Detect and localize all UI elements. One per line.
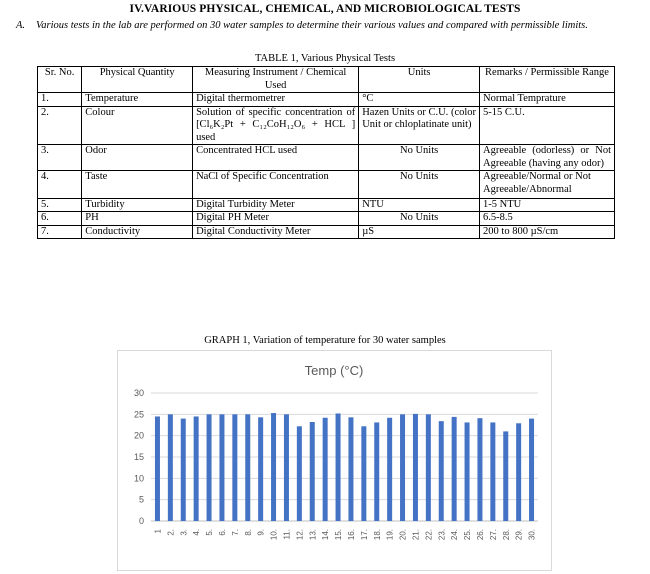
x-tick-label: 15. <box>334 529 344 541</box>
section-heading: IV.VARIOUS PHYSICAL, CHEMICAL, AND MICROBIOLOGICAL TESTS <box>129 3 521 15</box>
cell-units: Hazen Units or C.U. (color Unit or chloplatinate unit) <box>359 106 480 145</box>
cell-sr: 1. <box>38 93 82 107</box>
cell-quantity: Turbidity <box>82 198 193 212</box>
bar-sample-13 <box>310 422 315 521</box>
x-tick-label: 1 <box>153 529 163 534</box>
cell-remarks: 200 to 800 µS/cm <box>480 225 615 239</box>
table-row <box>38 198 615 212</box>
bar-sample-18 <box>374 422 379 521</box>
x-tick-label: 11. <box>282 529 292 540</box>
cell-sr: 4. <box>38 171 82 199</box>
graph-caption: GRAPH 1, Variation of temperature for 30 water samples <box>204 335 446 346</box>
x-tick-label: 25. <box>463 529 473 541</box>
bar-sample-5 <box>207 414 212 521</box>
table-row <box>38 212 615 226</box>
x-tick-label: 12. <box>295 529 305 541</box>
intro-text: Various tests in the lab are performed on 30 water samples to determine their various values and compared with permissible limits. <box>36 20 588 31</box>
header-measuring-instrument: Measuring Instrument / Chemical Used <box>193 67 359 93</box>
cell-units: °C <box>359 93 480 107</box>
cell-sr: 3. <box>38 145 82 171</box>
bar-sample-8 <box>245 414 250 521</box>
table-row <box>38 145 615 171</box>
temperature-chart <box>117 350 552 571</box>
bar-sample-17 <box>361 426 366 521</box>
x-tick-label: 20. <box>398 529 408 541</box>
intro-label: A. <box>16 20 26 31</box>
x-tick-label: 14. <box>321 529 331 541</box>
bar-sample-14 <box>323 418 328 521</box>
cell-sr: 6. <box>38 212 82 226</box>
x-tick-label: 10. <box>269 529 279 541</box>
cell-sr: 7. <box>38 225 82 239</box>
bar-sample-9 <box>258 417 263 521</box>
cell-quantity: Conductivity <box>82 225 193 239</box>
bar-sample-3 <box>181 419 186 521</box>
table-row <box>38 171 615 199</box>
cell-units: No Units <box>359 212 480 226</box>
bar-sample-11 <box>284 414 289 521</box>
cell-remarks: Agreeable/Normal or Not Agreeable/Abnormal <box>480 171 615 199</box>
x-tick-label: 29. <box>514 529 524 541</box>
bar-sample-6 <box>219 414 224 521</box>
x-tick-label: 6. <box>217 529 227 536</box>
chart-y-axis <box>134 388 144 526</box>
bar-sample-23 <box>439 421 444 521</box>
cell-instrument: Concentrated HCL used <box>193 145 359 171</box>
x-tick-label: 2. <box>166 529 176 536</box>
y-tick-label: 10 <box>133 473 144 484</box>
bar-sample-26 <box>477 418 482 521</box>
x-tick-label: 30. <box>527 529 537 541</box>
table-row <box>38 106 615 145</box>
chart-bars <box>155 413 534 521</box>
cell-instrument: Digital Conductivity Meter <box>193 225 359 239</box>
y-tick-label: 15 <box>133 452 144 462</box>
bar-sample-1 <box>155 416 160 521</box>
bar-sample-25 <box>465 422 470 521</box>
x-tick-label: 21. <box>411 529 421 541</box>
cell-quantity: Odor <box>82 145 193 171</box>
bar-sample-28 <box>503 431 508 521</box>
x-tick-label: 18. <box>372 529 382 541</box>
cell-instrument: NaCl of Specific Concentration <box>193 171 359 199</box>
header-physical-quantity: Physical Quantity <box>82 67 193 93</box>
bar-sample-27 <box>490 422 495 521</box>
cell-quantity: Temperature <box>82 93 193 107</box>
x-tick-label: 27. <box>488 529 498 541</box>
header-remarks: Remarks / Permissible Range <box>480 67 615 93</box>
cell-units: NTU <box>359 198 480 212</box>
cell-units: No Units <box>359 171 480 199</box>
table-row <box>38 225 615 239</box>
bar-sample-4 <box>194 416 199 521</box>
bar-sample-16 <box>348 417 353 521</box>
cell-instrument: Solution of specific concentration of [Cl₆K₂Pt + C₁₂CoH₁₂O₆ + HCL ] used <box>193 106 359 145</box>
chart-x-axis <box>153 528 536 540</box>
x-tick-label: 26. <box>475 529 485 541</box>
x-tick-label: 4. <box>192 529 202 536</box>
bar-sample-20 <box>400 414 405 521</box>
x-tick-label: 5. <box>205 529 215 536</box>
cell-instrument: Digital thermometrer <box>193 93 359 107</box>
x-tick-label: 24. <box>450 529 460 541</box>
x-tick-label: 7. <box>230 529 240 536</box>
cell-units: µS <box>359 225 480 239</box>
y-tick-label: 0 <box>138 516 144 526</box>
x-tick-label: 3. <box>179 529 189 536</box>
table-header-row <box>38 67 615 93</box>
x-tick-label: 19. <box>385 529 395 541</box>
x-tick-label: 13. <box>308 529 318 541</box>
cell-sr: 2. <box>38 106 82 145</box>
cell-remarks: 5-15 C.U. <box>480 106 615 145</box>
y-tick-label: 25 <box>133 409 144 420</box>
cell-remarks: 1-5 NTU <box>480 198 615 212</box>
bar-sample-7 <box>232 414 237 521</box>
table-row <box>38 93 615 107</box>
chart-title: Temp (°C) <box>304 363 364 378</box>
bar-sample-12 <box>297 426 302 521</box>
x-tick-label: 22. <box>424 529 434 541</box>
x-tick-label: 16. <box>346 529 356 541</box>
bar-sample-19 <box>387 418 392 521</box>
temperature-bar-chart <box>118 351 551 570</box>
x-tick-label: 17. <box>359 529 369 541</box>
y-tick-label: 5 <box>138 494 144 505</box>
x-tick-label: 23. <box>437 529 447 541</box>
bar-sample-24 <box>452 417 457 521</box>
cell-instrument: Digital PH Meter <box>193 212 359 226</box>
bar-sample-29 <box>516 423 521 521</box>
y-tick-label: 20 <box>133 430 144 441</box>
table-caption: TABLE 1, Various Physical Tests <box>254 53 396 64</box>
y-tick-label: 30 <box>133 388 144 398</box>
header-sr-no: Sr. No. <box>38 67 82 93</box>
cell-instrument: Digital Turbidity Meter <box>193 198 359 212</box>
cell-remarks: Normal Temprature <box>480 93 615 107</box>
cell-quantity: Taste <box>82 171 193 199</box>
bar-sample-10 <box>271 413 276 521</box>
cell-remarks: 6.5-8.5 <box>480 212 615 226</box>
x-tick-label: 9. <box>256 529 266 536</box>
cell-quantity: Colour <box>82 106 193 145</box>
cell-sr: 5. <box>38 198 82 212</box>
bar-sample-21 <box>413 414 418 521</box>
bar-sample-15 <box>336 413 341 521</box>
physical-tests-table <box>37 66 615 239</box>
cell-remarks: Agreeable (odorless) or Not Agreeable (having any odor) <box>480 145 615 171</box>
x-tick-label: 28. <box>501 529 511 541</box>
bar-sample-30 <box>529 419 534 521</box>
bar-sample-2 <box>168 414 173 521</box>
header-units: Units <box>359 67 480 93</box>
cell-quantity: PH <box>82 212 193 226</box>
x-tick-label: 8. <box>243 529 253 536</box>
cell-units: No Units <box>359 145 480 171</box>
bar-sample-22 <box>426 414 431 521</box>
